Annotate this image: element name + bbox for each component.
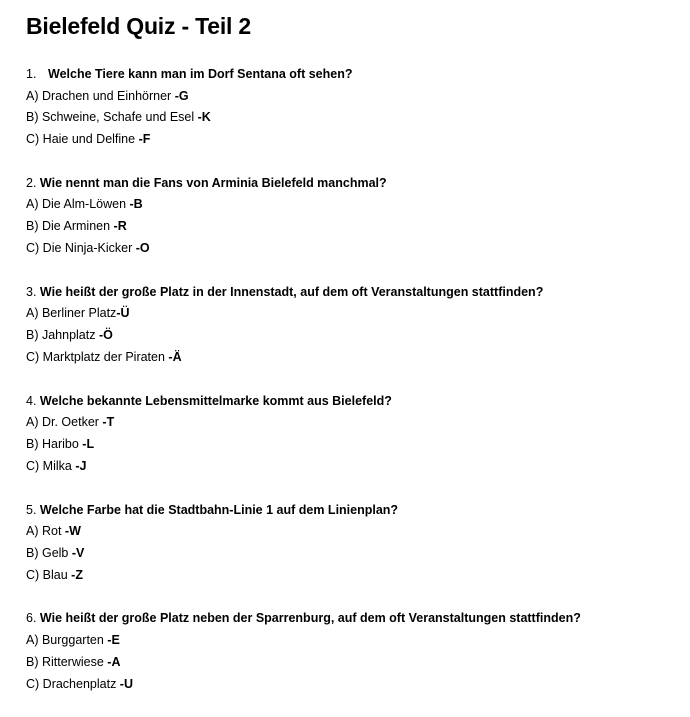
answer-3c-code: -Ä xyxy=(168,349,182,364)
answer-5b xyxy=(26,543,676,565)
answer-4b-code: -L xyxy=(82,436,95,451)
answer-5b-code: -V xyxy=(71,545,85,560)
quiz-page xyxy=(26,12,676,717)
answer-5c-code: -Z xyxy=(71,567,83,582)
answer-1c-label: C) Haie und Delfine xyxy=(26,132,139,147)
answer-3a-code: -Ü xyxy=(116,306,130,321)
answer-3c xyxy=(26,347,676,369)
answer-2b-label: B) Die Arminen xyxy=(26,219,114,234)
answer-4c-code: -J xyxy=(75,458,87,473)
answer-5a-label: A) Rot xyxy=(26,524,65,539)
question-2-heading xyxy=(26,173,676,195)
question-3 xyxy=(26,282,676,369)
question-4-number: 4. xyxy=(26,393,37,408)
question-3-text: Wie heißt der große Platz in der Innenstadt, auf dem oft Veranstaltungen stattfinden? xyxy=(39,284,544,299)
question-6-number: 6. xyxy=(26,611,37,626)
question-1-heading xyxy=(26,64,676,86)
question-list xyxy=(26,64,676,695)
answer-5c xyxy=(26,565,676,587)
answer-2a-code: -B xyxy=(129,197,143,212)
question-6 xyxy=(26,608,676,695)
answer-4a-code: -T xyxy=(102,415,115,430)
answer-2b-code: -R xyxy=(113,219,127,234)
question-4-text: Welche bekannte Lebensmittelmarke kommt aus Bielefeld? xyxy=(39,393,392,408)
question-2 xyxy=(26,173,676,260)
question-5-text: Welche Farbe hat die Stadtbahn-Linie 1 auf dem Linienplan? xyxy=(39,502,399,517)
answer-2c xyxy=(26,238,676,260)
answer-1c-code: -F xyxy=(138,132,151,147)
answer-1b-label: B) Schweine, Schafe und Esel xyxy=(26,110,198,125)
answer-4a xyxy=(26,412,676,434)
answer-4c xyxy=(26,456,676,478)
question-2-text: Wie nennt man die Fans von Arminia Bielefeld manchmal? xyxy=(39,175,387,190)
answer-6c-label: C) Drachenplatz xyxy=(26,676,120,691)
question-3-heading xyxy=(26,282,676,304)
answer-5a xyxy=(26,521,676,543)
answer-6b xyxy=(26,652,676,674)
answer-2c-label: C) Die Ninja-Kicker xyxy=(26,240,136,255)
question-1-number: 1. xyxy=(26,67,37,81)
question-5-heading xyxy=(26,500,676,522)
answer-5b-label: B) Gelb xyxy=(26,545,72,560)
answer-6a-code: -E xyxy=(107,632,120,647)
answer-6b-code: -A xyxy=(107,654,121,669)
answer-2a-label: A) Die Alm-Löwen xyxy=(26,197,130,212)
answer-6a-label: A) Burggarten xyxy=(26,632,108,647)
question-2-number: 2. xyxy=(26,175,37,190)
question-6-text: Wie heißt der große Platz neben der Sparrenburg, auf dem oft Veranstaltungen stattfinden? xyxy=(39,611,581,626)
answer-1b-code: -K xyxy=(197,110,211,125)
question-5 xyxy=(26,500,676,587)
answer-4c-label: C) Milka xyxy=(26,458,76,473)
answer-4b xyxy=(26,434,676,456)
answer-6c-code: -U xyxy=(119,676,133,691)
answer-4b-label: B) Haribo xyxy=(26,436,83,451)
answer-2b xyxy=(26,216,676,238)
question-5-number: 5. xyxy=(26,502,37,517)
answer-2c-code: -O xyxy=(135,240,150,255)
answer-6b-label: B) Ritterwiese xyxy=(26,654,108,669)
answer-1a-label: A) Drachen und Einhörner xyxy=(26,88,175,103)
answer-1a-code: -G xyxy=(174,88,189,103)
question-1 xyxy=(26,64,676,151)
answer-3a-label: A) Berliner Platz xyxy=(26,306,117,321)
answer-1a xyxy=(26,86,676,108)
answer-3a xyxy=(26,303,676,325)
answer-6c xyxy=(26,674,676,696)
answer-6a xyxy=(26,630,676,652)
question-6-heading xyxy=(26,608,676,630)
question-1-text: Welche Tiere kann man im Dorf Sentana oft sehen? xyxy=(48,67,353,81)
answer-3b xyxy=(26,325,676,347)
answer-3b-code: -Ö xyxy=(98,328,113,343)
answer-3c-label: C) Marktplatz der Piraten xyxy=(26,349,169,364)
question-4-heading xyxy=(26,391,676,413)
page-title: Bielefeld Quiz - Teil 2 xyxy=(26,13,252,39)
question-4 xyxy=(26,391,676,478)
answer-5c-label: C) Blau xyxy=(26,567,72,582)
answer-5a-code: -W xyxy=(64,524,81,539)
answer-1b xyxy=(26,107,676,129)
answer-2a xyxy=(26,194,676,216)
answer-1c xyxy=(26,129,676,151)
answer-3b-label: B) Jahnplatz xyxy=(26,328,99,343)
question-3-number: 3. xyxy=(26,284,37,299)
answer-4a-label: A) Dr. Oetker xyxy=(26,415,103,430)
